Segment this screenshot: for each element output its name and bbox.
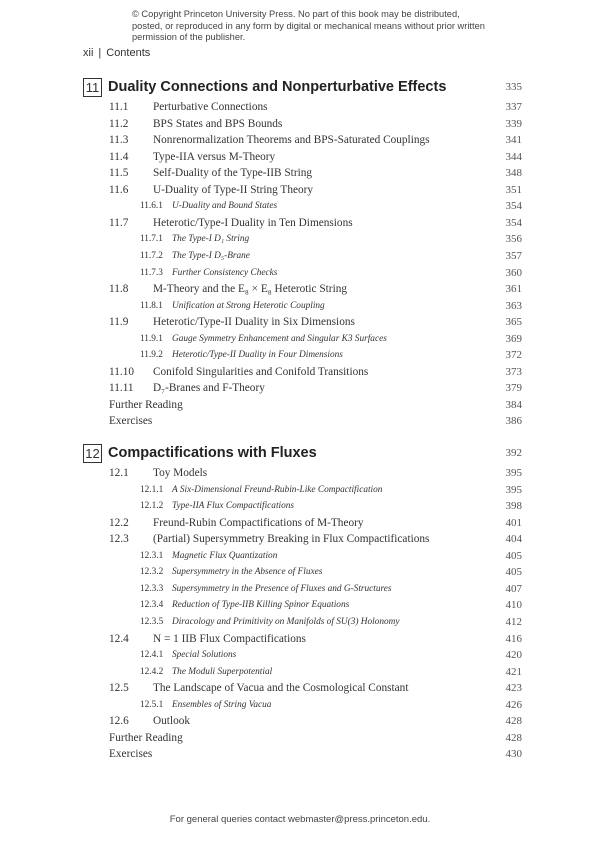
chapter-page-number: 335 bbox=[505, 81, 522, 93]
section-number: 12.4.2 bbox=[140, 666, 164, 677]
toc-section bbox=[109, 215, 522, 231]
section-page-number: 405 bbox=[505, 566, 522, 579]
chapter-heading bbox=[83, 78, 522, 100]
section-number: 11.7.2 bbox=[140, 251, 163, 261]
section-title: Gauge Symmetry Enhancement and Singular K3 Surfaces bbox=[172, 333, 387, 344]
section-number: 12.3.1 bbox=[140, 550, 164, 561]
toc-section bbox=[109, 465, 522, 481]
section-page-number: 384 bbox=[505, 398, 522, 411]
section-title: Further Reading bbox=[109, 731, 183, 744]
section-page-number: 369 bbox=[505, 332, 522, 345]
toc-subsection bbox=[140, 647, 522, 663]
section-title: Unification at Strong Heterotic Coupling bbox=[172, 300, 325, 311]
section-number: 11.5 bbox=[109, 167, 129, 180]
section-page-number: 339 bbox=[505, 117, 522, 130]
section-page-number: 398 bbox=[505, 500, 522, 513]
section-number: 12.2 bbox=[109, 516, 129, 529]
toc-section bbox=[109, 281, 522, 297]
section-title: Further Reading bbox=[109, 398, 183, 411]
section-page-number: 410 bbox=[505, 599, 522, 612]
section-title: Type-IIA versus M-Theory bbox=[153, 150, 276, 163]
section-title: D₇-Branes and F-Theory bbox=[153, 382, 265, 395]
section-title: The Landscape of Vacua and the Cosmological Constant bbox=[153, 682, 409, 695]
section-number: 11.9 bbox=[109, 316, 129, 329]
section-page-number: 412 bbox=[505, 616, 522, 628]
section-number: 11.8 bbox=[109, 283, 129, 296]
section-number: 12.5.1 bbox=[140, 699, 164, 710]
section-number: 12.3.5 bbox=[140, 617, 164, 627]
section-title: Diracology and Primitivity on Manifolds of SU(3) Holonomy bbox=[172, 617, 400, 627]
section-page-number: 379 bbox=[505, 382, 522, 395]
toc-section bbox=[109, 132, 522, 148]
toc-subsection bbox=[140, 581, 522, 597]
chapter-title: Duality Connections and Nonperturbative Effects bbox=[108, 79, 447, 95]
toc-subsection bbox=[140, 548, 522, 564]
section-number: 11.9.1 bbox=[140, 333, 163, 344]
section-title: Heterotic/Type-II Duality in Four Dimensions bbox=[172, 350, 343, 361]
section-number: 12.3.2 bbox=[140, 567, 164, 578]
section-page-number: 363 bbox=[505, 299, 522, 312]
section-title: Exercises bbox=[109, 415, 153, 428]
section-title: U-Duality of Type-II String Theory bbox=[153, 183, 314, 196]
section-number: 11.6.1 bbox=[140, 201, 163, 212]
toc-section bbox=[109, 116, 522, 132]
section-number: 12.6 bbox=[109, 715, 129, 728]
section-page-number: 401 bbox=[505, 516, 522, 529]
section-title: Reduction of Type-IIB Killing Spinor Equations bbox=[172, 600, 350, 611]
chapter-number: 12 bbox=[83, 444, 102, 463]
section-number: 11.2 bbox=[109, 117, 129, 130]
section-page-number: 428 bbox=[505, 715, 522, 728]
toc-section bbox=[109, 182, 522, 198]
section-title: Toy Models bbox=[153, 467, 208, 479]
section-number: 12.5 bbox=[109, 682, 129, 695]
section-page-number: 354 bbox=[505, 216, 522, 229]
section-page-number: 426 bbox=[505, 698, 522, 711]
section-title: Special Solutions bbox=[172, 650, 237, 660]
section-page-number: 360 bbox=[505, 266, 522, 279]
chapter-title: Compactifications with Fluxes bbox=[108, 445, 317, 461]
toc-section bbox=[109, 99, 522, 115]
section-title: U-Duality and Bound States bbox=[172, 201, 278, 212]
toc-subsection bbox=[140, 347, 522, 363]
section-number: 11.10 bbox=[109, 365, 134, 378]
section-title: Exercises bbox=[109, 748, 153, 761]
section-title: Heterotic/Type-II Duality in Six Dimensions bbox=[153, 316, 355, 329]
section-page-number: 416 bbox=[505, 632, 522, 645]
copyright-notice: © Copyright Princeton University Press. No part of this book may be distributed, posted, or reproduced in any form by digital or mechanical means without prior written permission of the publisher. bbox=[132, 9, 485, 42]
toc-section bbox=[109, 713, 522, 729]
toc-section bbox=[109, 631, 522, 647]
section-page-number: 430 bbox=[505, 748, 522, 761]
toc-subsection bbox=[140, 564, 522, 580]
toc-subsection bbox=[140, 298, 522, 314]
running-head bbox=[83, 47, 150, 59]
section-title: Freund-Rubin Compactifications of M-Theory bbox=[153, 516, 364, 529]
section-title: Further Consistency Checks bbox=[172, 267, 278, 278]
section-page-number: 407 bbox=[505, 582, 522, 595]
section-page-number: 372 bbox=[505, 349, 522, 362]
section-title: Magnetic Flux Quantization bbox=[172, 550, 278, 561]
section-title: Conifold Singularities and Conifold Transitions bbox=[153, 365, 369, 378]
toc-backmatter bbox=[109, 746, 522, 762]
section-page-number: 404 bbox=[505, 533, 522, 546]
section-number: 12.3.4 bbox=[140, 600, 164, 611]
toc-subsection bbox=[140, 614, 522, 630]
section-number: 11.4 bbox=[109, 150, 129, 163]
section-number: 11.1 bbox=[109, 101, 129, 113]
section-title: A Six-Dimensional Freund-Rubin-Like Compactification bbox=[172, 484, 383, 495]
toc-subsection bbox=[140, 597, 522, 613]
section-page-number: 341 bbox=[505, 134, 522, 147]
running-head-title: Contents bbox=[106, 47, 151, 59]
section-title: Nonrenormalization Theorems and BPS-Saturated Couplings bbox=[153, 134, 430, 147]
toc-subsection bbox=[140, 198, 522, 214]
section-title: Heterotic/Type-I Duality in Ten Dimensions bbox=[153, 216, 353, 229]
section-number: 11.9.2 bbox=[140, 350, 163, 361]
section-page-number: 395 bbox=[505, 467, 522, 479]
section-page-number: 337 bbox=[505, 101, 522, 113]
section-number: 11.7.1 bbox=[140, 234, 163, 245]
toc-section bbox=[109, 149, 522, 165]
section-title: M-Theory and the E₈ × E₈ Heterotic String bbox=[153, 283, 348, 296]
toc-subsection bbox=[140, 331, 522, 347]
section-page-number: 356 bbox=[505, 233, 522, 246]
section-title: The Type-I D₁ String bbox=[172, 234, 250, 245]
toc-backmatter bbox=[109, 730, 522, 746]
section-number: 11.3 bbox=[109, 134, 129, 147]
section-page-number: 420 bbox=[505, 649, 522, 661]
section-page-number: 421 bbox=[505, 665, 522, 678]
section-number: 11.8.1 bbox=[140, 300, 163, 311]
toc-subsection bbox=[140, 697, 522, 713]
section-title: The Moduli Superpotential bbox=[172, 666, 273, 677]
section-title: The Type-I D₅-Brane bbox=[172, 251, 250, 261]
chapter-page-number: 392 bbox=[505, 447, 522, 459]
toc-backmatter bbox=[109, 413, 522, 429]
section-title: Type-IIA Flux Compactifications bbox=[172, 501, 295, 512]
section-page-number: 428 bbox=[505, 731, 522, 744]
running-head-separator: | bbox=[98, 47, 102, 59]
section-number: 12.4 bbox=[109, 632, 129, 645]
toc-subsection bbox=[140, 498, 522, 514]
section-title: Outlook bbox=[153, 715, 191, 728]
section-page-number: 386 bbox=[505, 415, 522, 428]
section-page-number: 423 bbox=[505, 682, 522, 695]
section-number: 11.7 bbox=[109, 216, 129, 229]
section-title: Supersymmetry in the Absence of Fluxes bbox=[172, 567, 323, 578]
section-title: Ensembles of String Vacua bbox=[172, 699, 272, 710]
toc-section bbox=[109, 680, 522, 696]
toc-section bbox=[109, 364, 522, 380]
chapter-number: 11 bbox=[83, 78, 102, 97]
section-title: Supersymmetry in the Presence of Fluxes and G-Structures bbox=[172, 583, 392, 594]
section-number: 12.3.3 bbox=[140, 583, 164, 594]
section-title: Self-Duality of the Type-IIB String bbox=[153, 167, 313, 180]
toc-subsection bbox=[140, 482, 522, 498]
section-title: (Partial) Supersymmetry Breaking in Flux Compactifications bbox=[153, 533, 430, 546]
section-page-number: 354 bbox=[505, 200, 522, 213]
section-title: N = 1 IIB Flux Compactifications bbox=[153, 632, 306, 645]
toc-subsection bbox=[140, 664, 522, 680]
section-number: 11.11 bbox=[109, 382, 134, 395]
section-page-number: 351 bbox=[505, 183, 522, 196]
footer-contact: For general queries contact webmaster@press.princeton.edu. bbox=[169, 814, 431, 825]
toc-subsection bbox=[140, 248, 522, 264]
section-number: 12.1.1 bbox=[140, 484, 164, 495]
toc-backmatter bbox=[109, 397, 522, 413]
section-page-number: 357 bbox=[505, 250, 522, 262]
section-page-number: 344 bbox=[505, 150, 522, 163]
section-number: 11.7.3 bbox=[140, 267, 163, 278]
section-number: 12.4.1 bbox=[140, 650, 164, 660]
toc-section bbox=[109, 380, 522, 396]
section-page-number: 361 bbox=[505, 283, 522, 296]
section-number: 11.6 bbox=[109, 183, 129, 196]
toc-section bbox=[109, 531, 522, 547]
chapter-heading bbox=[83, 444, 522, 466]
section-page-number: 405 bbox=[505, 549, 522, 562]
section-title: BPS States and BPS Bounds bbox=[153, 117, 283, 130]
page-number: xii bbox=[83, 47, 94, 59]
section-page-number: 395 bbox=[505, 483, 522, 496]
section-page-number: 348 bbox=[505, 167, 522, 180]
toc-section bbox=[109, 515, 522, 531]
toc-subsection bbox=[140, 265, 522, 281]
toc-section bbox=[109, 165, 522, 181]
section-page-number: 373 bbox=[505, 365, 522, 378]
section-number: 12.1 bbox=[109, 467, 129, 479]
toc-subsection bbox=[140, 231, 522, 247]
toc-section bbox=[109, 314, 522, 330]
section-number: 12.3 bbox=[109, 533, 129, 546]
section-page-number: 365 bbox=[505, 316, 522, 329]
section-number: 12.1.2 bbox=[140, 501, 164, 512]
section-title: Perturbative Connections bbox=[153, 101, 268, 113]
